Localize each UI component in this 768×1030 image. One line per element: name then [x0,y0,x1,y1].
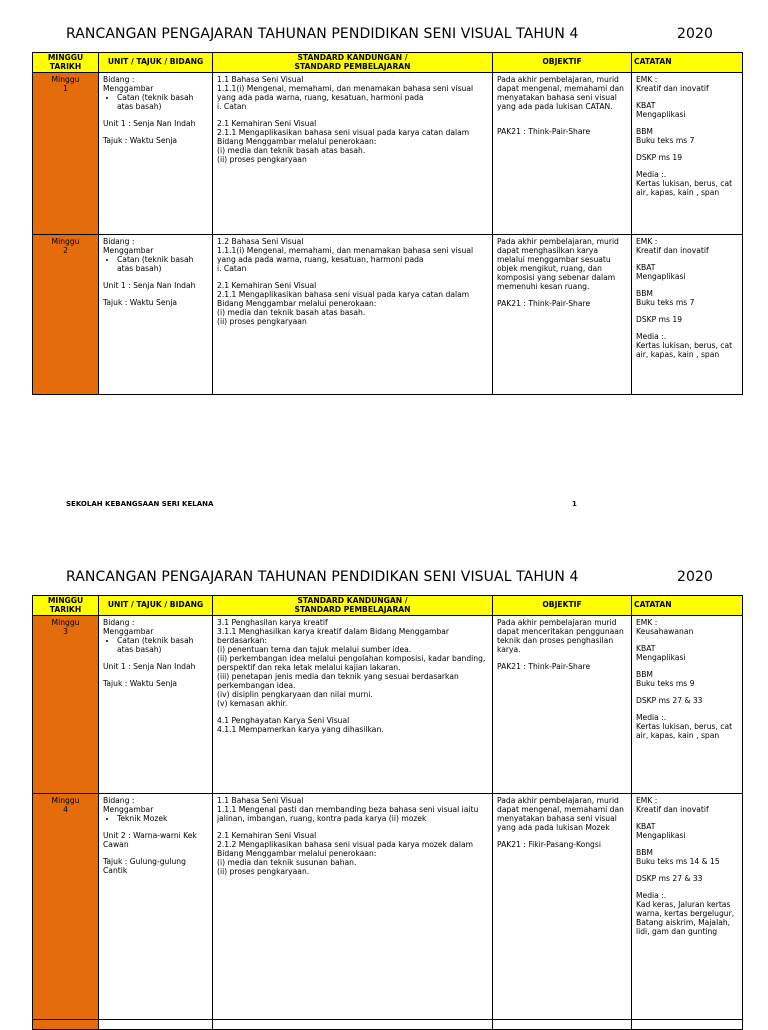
tajuk-text: Tajuk : Gulung-gulung Cantik [103,857,186,875]
pak21-text: PAK21 : Fikir-Pasang-Kongsi [497,840,601,849]
catatan-cell: EMK : Kreatif dan inovatif KBAT Mengaplikasi BBM Buku teks ms 7 DSKP ms 19 Media :. Kertas lukisan, berus, cat air, kapas, kain , span [632,73,743,235]
tajuk-text: Tajuk : Waktu Senja [103,136,178,145]
unit-cell: Bidang : Menggambar • Teknik Mozek Unit 2 : Warna-warni Kek Cawan Tajuk : Gulung-gulung Cantik [99,794,213,1020]
unit-cell: Bidang : Menggambar • Catan (teknik basah atas basah) Unit 1 : Senja Nan Indah Tajuk : Waktu Senja [99,235,213,395]
week-cell [33,1020,99,1030]
document-title: RANCANGAN PENGAJARAN TAHUNAN PENDIDIKAN SENI VISUAL TAHUN 4 [66,26,579,42]
lesson-plan-table-page-1 [32,52,743,395]
standard-cell: 1.1 Bahasa Seni Visual 1.1.1(i) Mengenal, memahami, dan menamakan bahasa seni visual yang ada pada warna, ruang, kesatuan, harmoni pada i. Catan 2.1 Kemahiran Seni Visual 2.1.1 Mengaplikasikan bahasa seni visual pada karya catan dalam Bidang Menggambar melalui penerokaan: (i) media dan teknik basah atas basah. (ii) proses pengkaryaan [213,73,493,235]
objektif-cell: Pada akhir pembelajaran, murid dapat menghasilkan karya melalui menggambar sesuatu objek mengikut, ruang, dan komposisi yang sebenar dalam memenuhi kesan ruang. PAK21 : Think-Pair-Share [493,235,632,395]
unit-text: Unit 2 : Warna-warni Kek Cawan [103,831,197,849]
catatan-cell: EMK : Keusahawanan KBAT Mengaplikasi BBM Buku teks ms 9 DSKP ms 27 & 33 Media :. Kertas lukisan, berus, cat air, kapas, kain , span [632,616,743,794]
header-catatan: CATATAN [632,53,743,73]
bidang-bullet: • Catan (teknik basah atas basah) [117,93,208,111]
unit-cell: Bidang : Menggambar • Catan (teknik basah atas basah) Unit 1 : Senja Nan Indah Tajuk : Waktu Senja [99,73,213,235]
catatan-cell: EMK : Kreatif dan inovatif KBAT Mengaplikasi BBM Buku teks ms 7 DSKP ms 19 Media :. Kertas lukisan, berus, cat air, kapas, kain , span [632,235,743,395]
catatan-cell: EMK : Kreatif dan inovatif KBAT Mengaplikasi BBM Buku teks ms 14 & 15 DSKP ms 27 & 33 Media :. Kad keras, Jaluran kertas warna, kertas bergelugur, Batang aiskrim, Majalah, lidi, gam dan gunting [632,794,743,1020]
header-standard: STANDARD KANDUNGAN / STANDARD PEMBELAJARAN [213,53,493,73]
table-header-row [33,596,743,616]
week-cell: Minggu 1 [33,73,99,235]
table-row [33,1020,743,1030]
table-row [33,616,743,794]
document-title: RANCANGAN PENGAJARAN TAHUNAN PENDIDIKAN SENI VISUAL TAHUN 4 [66,569,579,585]
bidang-bullet: • Teknik Mozek [117,814,208,823]
objektif-cell: Pada akhir pembelajaran, murid dapat mengenal, memahami dan menyatakan bahasa seni visual yang ada pada lukisan CATAN. PAK21 : Think-Pair-Share [493,73,632,235]
unit-text: Unit 1 : Senja Nan Indah [103,662,196,671]
header-minggu: MINGGU TARIKH [33,53,99,73]
tajuk-text: Tajuk : Waktu Senja [103,679,178,688]
objektif-cell: Pada akhir pembelajaran, murid dapat mengenal, memahami dan menyatakan bahasa seni visual yang ada pada lukisan Mozek PAK21 : Fikir-Pasang-Kongsi [493,794,632,1020]
bidang-bullet: • Catan (teknik basah atas basah) [117,255,208,273]
standard-cell: 1.2 Bahasa Seni Visual 1.1.1(i) Mengenal, memahami, dan menamakan bahasa seni visual yang ada pada warna, ruang, kesatuan, harmoni pada i. Catan 2.1 Kemahiran Seni Visual 2.1.1 Mengaplikasikan bahasa seni visual pada karya catan dalam Bidang Menggambar melalui penerokaan: (i) media dan teknik basah atas basah. (ii) proses pengkaryaan [213,235,493,395]
table-header-row [33,53,743,73]
header-standard: STANDARD KANDUNGAN / STANDARD PEMBELAJARAN [213,596,493,616]
unit-text: Unit 1 : Senja Nan Indah [103,281,196,290]
week-cell: Minggu 2 [33,235,99,395]
document-year: 2020 [677,26,714,42]
objektif-cell: Pada akhir pembelajaran murid dapat menceritakan penggunaan teknik dan proses penghasilan karya. PAK21 : Think-Pair-Share [493,616,632,794]
tajuk-text: Tajuk : Waktu Senja [103,298,178,307]
table-row [33,794,743,1020]
header-minggu: MINGGU TARIKH [33,596,99,616]
header-objektif: OBJEKTIF [493,53,632,73]
standard-cell: 3.1 Penghasilan karya kreatif 3.1.1 Menghasilkan karya kreatif dalam Bidang Menggambar berdasarkan: (i) penentuan tema dan tajuk melalui sumber idea. (ii) perkembangan idea melalui pengolahan komposisi, kadar banding, perspektif dan reka letak melalui kajian lakaran. (iii) penetapan jenis media dan teknik yang sesuai berdasarkan perkembangan idea. (iv) disiplin pengkaryaan dan nilai murni. (v) kemasan akhir. 4.1 Penghayatan Karya Seni Visual 4.1.1 Mempamerkan karya yang dihasilkan. [213,616,493,794]
bidang-bullet: • Catan (teknik basah atas basah) [117,636,208,654]
table-row [33,235,743,395]
unit-text: Unit 1 : Senja Nan Indah [103,119,196,128]
week-cell: Minggu 3 [33,616,99,794]
pak21-text: PAK21 : Think-Pair-Share [497,299,591,308]
week-cell: Minggu 4 [33,794,99,1020]
header-objektif: OBJEKTIF [493,596,632,616]
document-year: 2020 [677,569,714,585]
page-number: 1 [572,500,577,508]
header-unit: UNIT / TAJUK / BIDANG [99,53,213,73]
unit-cell: Bidang : Menggambar • Catan (teknik basah atas basah) Unit 1 : Senja Nan Indah Tajuk : Waktu Senja [99,616,213,794]
page-footer [66,500,586,508]
header-unit: UNIT / TAJUK / BIDANG [99,596,213,616]
pak21-text: PAK21 : Think-Pair-Share [497,127,591,136]
table-row [33,73,743,235]
lesson-plan-table-page-2 [32,595,743,1030]
pak21-text: PAK21 : Think-Pair-Share [497,662,591,671]
header-catatan: CATATAN [632,596,743,616]
school-name: SEKOLAH KEBANGSAAN SERI KELANA [66,500,214,508]
standard-cell: 1.1 Bahasa Seni Visual 1.1.1 Mengenal pasti dan membanding beza bahasa seni visual iaitu jalinan, imbangan, ruang, kontra pada karya (ii) mozek 2.1 Kemahiran Seni Visual 2.1.2 Mengaplikasikan bahasa seni visual pada karya mozek dalam Bidang Menggambar melalui penerokaan: (i) media dan teknik susunan bahan. (ii) proses pengkaryaan. [213,794,493,1020]
